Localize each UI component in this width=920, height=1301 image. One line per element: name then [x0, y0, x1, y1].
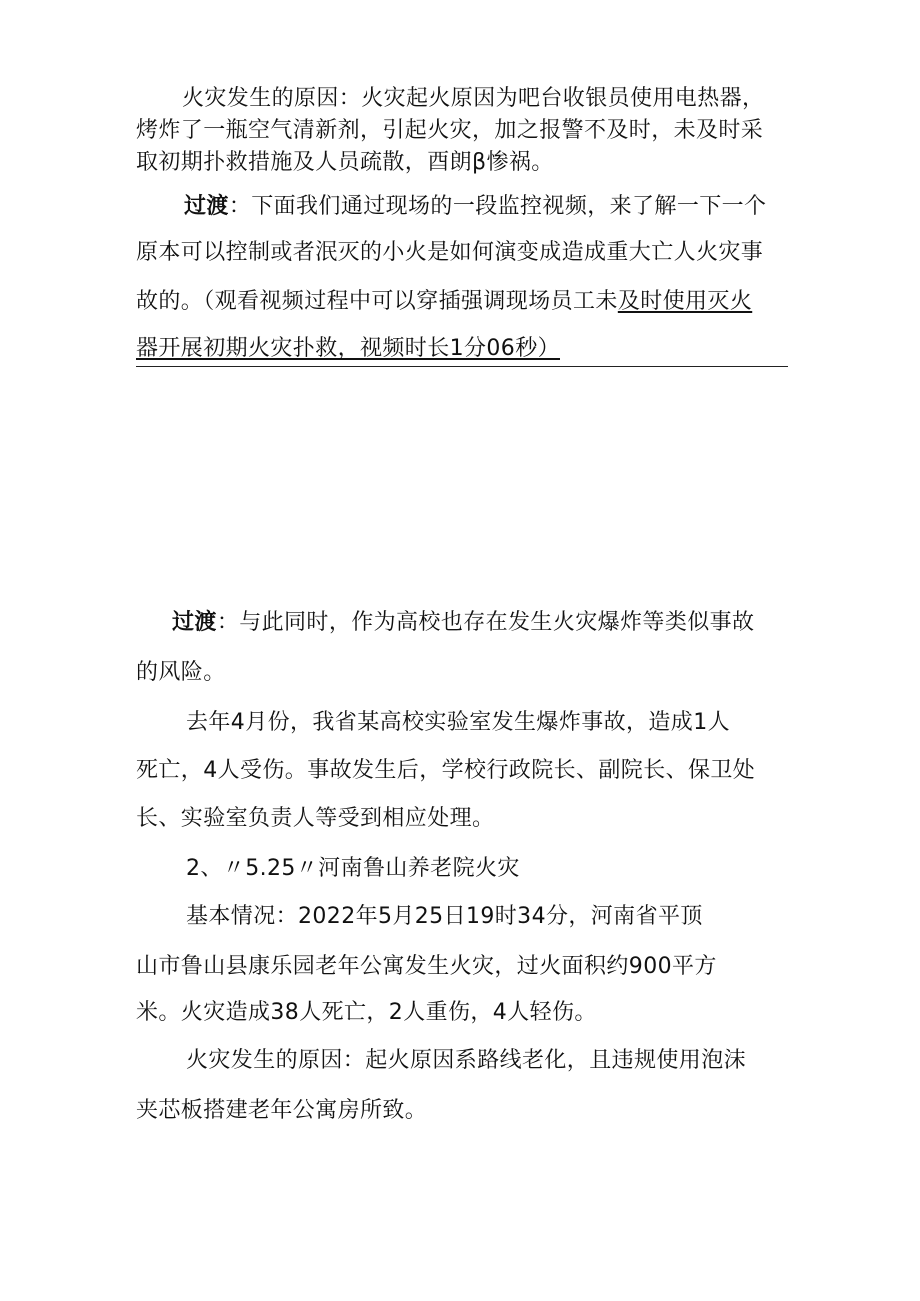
transition-text-underlined: 及时使用灭火 [617, 289, 753, 314]
lab-accident-line-2: 死亡，4人受伤。事故发生后，学校行政院长、副院长、保卫处 [136, 758, 756, 783]
cause2-line-1: 火灾发生的原因：起火原因系路线老化，且违规使用泡沫 [186, 1048, 747, 1073]
transition-paragraph-line-4: 器开展初期火灾扑救，视频时长1分06秒） [136, 336, 560, 361]
transition2-paragraph-line-2: 的风险。 [136, 660, 226, 685]
basic-info-line-1: 基本情况：2022年5月25日19时34分，河南省平顶 [186, 904, 703, 929]
transition-text-plain: 故的。（观看视频过程中可以穿插强调现场员工未 [136, 289, 618, 314]
lab-accident-line-3: 长、实验室负责人等受到相应处理。 [136, 806, 495, 831]
basic-info-line-3: 米。火灾造成38人死亡，2人重伤，4人轻伤。 [136, 1000, 597, 1025]
transition2-paragraph-line-1 [172, 608, 754, 638]
transition2-label: 过渡 [172, 610, 217, 635]
cause-paragraph-line-1: 火灾发生的原因：火灾起火原因为吧台收银员使用电热器， [182, 86, 765, 111]
basic-info-line-2: 山市鲁山县康乐园老年公寓发生火灾，过火面积约900平方 [136, 954, 717, 979]
transition-paragraph-line-1 [184, 192, 766, 222]
transition-label: 过渡 [184, 194, 229, 219]
lab-accident-line-1: 去年4月份，我省某高校实验室发生爆炸事故，造成1人 [186, 710, 730, 735]
case-2-heading: 2、〃5.25〃河南鲁山养老院火灾 [186, 856, 520, 881]
cause2-line-2: 夹芯板搭建老年公寓房所致。 [136, 1098, 428, 1123]
transition-paragraph-line-2: 原本可以控制或者泯灭的小火是如何演变成造成重大亡人火灾事 [136, 240, 764, 265]
cause-paragraph-line-3: 取初期扑救措施及人员疏散，酉朗β惨祸。 [136, 150, 554, 175]
horizontal-rule [136, 366, 788, 367]
transition-paragraph-line-3 [136, 287, 752, 317]
cause-paragraph-line-2: 烤炸了一瓶空气清新剂，引起火灾，加之报警不及时，未及时采 [136, 118, 764, 143]
transition2-text: ：与此同时，作为高校也存在发生火灾爆炸等类似事故 [216, 610, 755, 635]
transition-text: ：下面我们通过现场的一段监控视频，来了解一下一个 [228, 194, 767, 219]
